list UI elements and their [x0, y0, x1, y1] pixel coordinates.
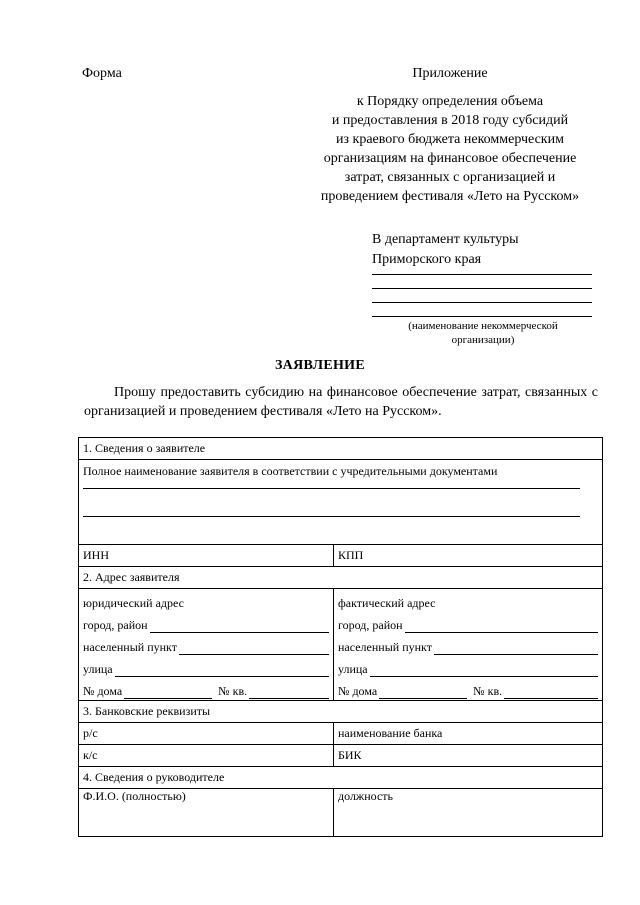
actual-street-blank[interactable] [370, 662, 598, 677]
full-name-input-line[interactable] [83, 480, 580, 489]
account-cell[interactable]: р/с [79, 723, 334, 745]
legal-street-blank[interactable] [115, 662, 329, 677]
actual-apt-blank[interactable] [504, 684, 598, 699]
addressee-line: В департамент культуры [372, 232, 519, 247]
kpp-cell[interactable]: КПП [334, 545, 603, 567]
intro-paragraph: Прошу предоставить субсидию на финансовое обеспечение затрат, связанных с организацией и проведением фестиваля «Лето на Русском». [84, 385, 598, 419]
appendix-line: проведением фестиваля «Лето на Русском» [320, 189, 580, 204]
appendix-line: организациям на финансовое обеспечение [323, 151, 577, 166]
org-name-caption [372, 319, 594, 347]
legal-address-title: юридический адрес [83, 596, 184, 610]
actual-street-field[interactable]: улица [338, 655, 598, 677]
legal-house-blank[interactable] [124, 684, 212, 699]
addressee-line: Приморского края [372, 252, 482, 267]
legal-locality-field[interactable]: населенный пункт [83, 633, 329, 655]
head-full-name-cell[interactable]: Ф.И.О. (полностью) [79, 789, 334, 837]
actual-locality-blank[interactable] [434, 640, 598, 655]
org-name-blank-line[interactable] [372, 316, 592, 317]
caption-line: организации) [451, 334, 515, 346]
corr-account-cell[interactable]: к/с [79, 745, 334, 767]
addressee [372, 230, 519, 270]
section-applicant-address: 2. Адрес заявителя [79, 567, 603, 589]
application-form-table [78, 437, 603, 837]
section-head-info: 4. Сведения о руководителе [79, 767, 603, 789]
actual-city-blank[interactable] [405, 618, 598, 633]
legal-city-field[interactable]: город, район [83, 611, 329, 633]
actual-address-title: фактический адрес [338, 596, 436, 610]
bank-name-cell[interactable]: наименование банка [334, 723, 603, 745]
org-name-blank-line[interactable] [372, 302, 592, 303]
actual-address-cell [334, 589, 603, 701]
section-applicant-info: 1. Сведения о заявителе [79, 438, 603, 460]
legal-city-blank[interactable] [150, 618, 329, 633]
legal-street-field[interactable]: улица [83, 655, 329, 677]
legal-address-cell [79, 589, 334, 701]
full-name-cell [79, 460, 603, 545]
actual-house-field[interactable]: № дома № кв. [338, 677, 598, 699]
full-name-input-line[interactable] [83, 489, 580, 517]
form-label: Форма [82, 66, 122, 81]
appendix-line: к Порядку определения объема [356, 94, 544, 109]
section-bank-details: 3. Банковские реквизиты [79, 701, 603, 723]
actual-city-field[interactable]: город, район [338, 611, 598, 633]
bik-cell[interactable]: БИК [334, 745, 603, 767]
actual-house-blank[interactable] [379, 684, 467, 699]
legal-house-field[interactable]: № дома № кв. [83, 677, 329, 699]
appendix-line: из краевого бюджета некоммерческим [336, 132, 564, 147]
appendix-title: Приложение [412, 66, 488, 81]
appendix-line: и предоставления в 2018 году субсидий [331, 113, 569, 128]
document-title: ЗАЯВЛЕНИЕ [274, 358, 365, 373]
appendix-line: затрат, связанных с организацией и [344, 170, 556, 185]
full-name-label: Полное наименование заявителя в соответствии с учредительными документами [83, 464, 498, 478]
caption-line: (наименование некоммерческой [408, 320, 558, 332]
inn-cell[interactable]: ИНН [79, 545, 334, 567]
org-name-blank-line[interactable] [372, 288, 592, 289]
actual-locality-field[interactable]: населенный пункт [338, 633, 598, 655]
legal-apt-blank[interactable] [249, 684, 329, 699]
org-name-blank-line[interactable] [372, 274, 592, 275]
head-position-cell[interactable]: должность [334, 789, 603, 837]
legal-locality-blank[interactable] [179, 640, 329, 655]
appendix-text [300, 92, 600, 206]
